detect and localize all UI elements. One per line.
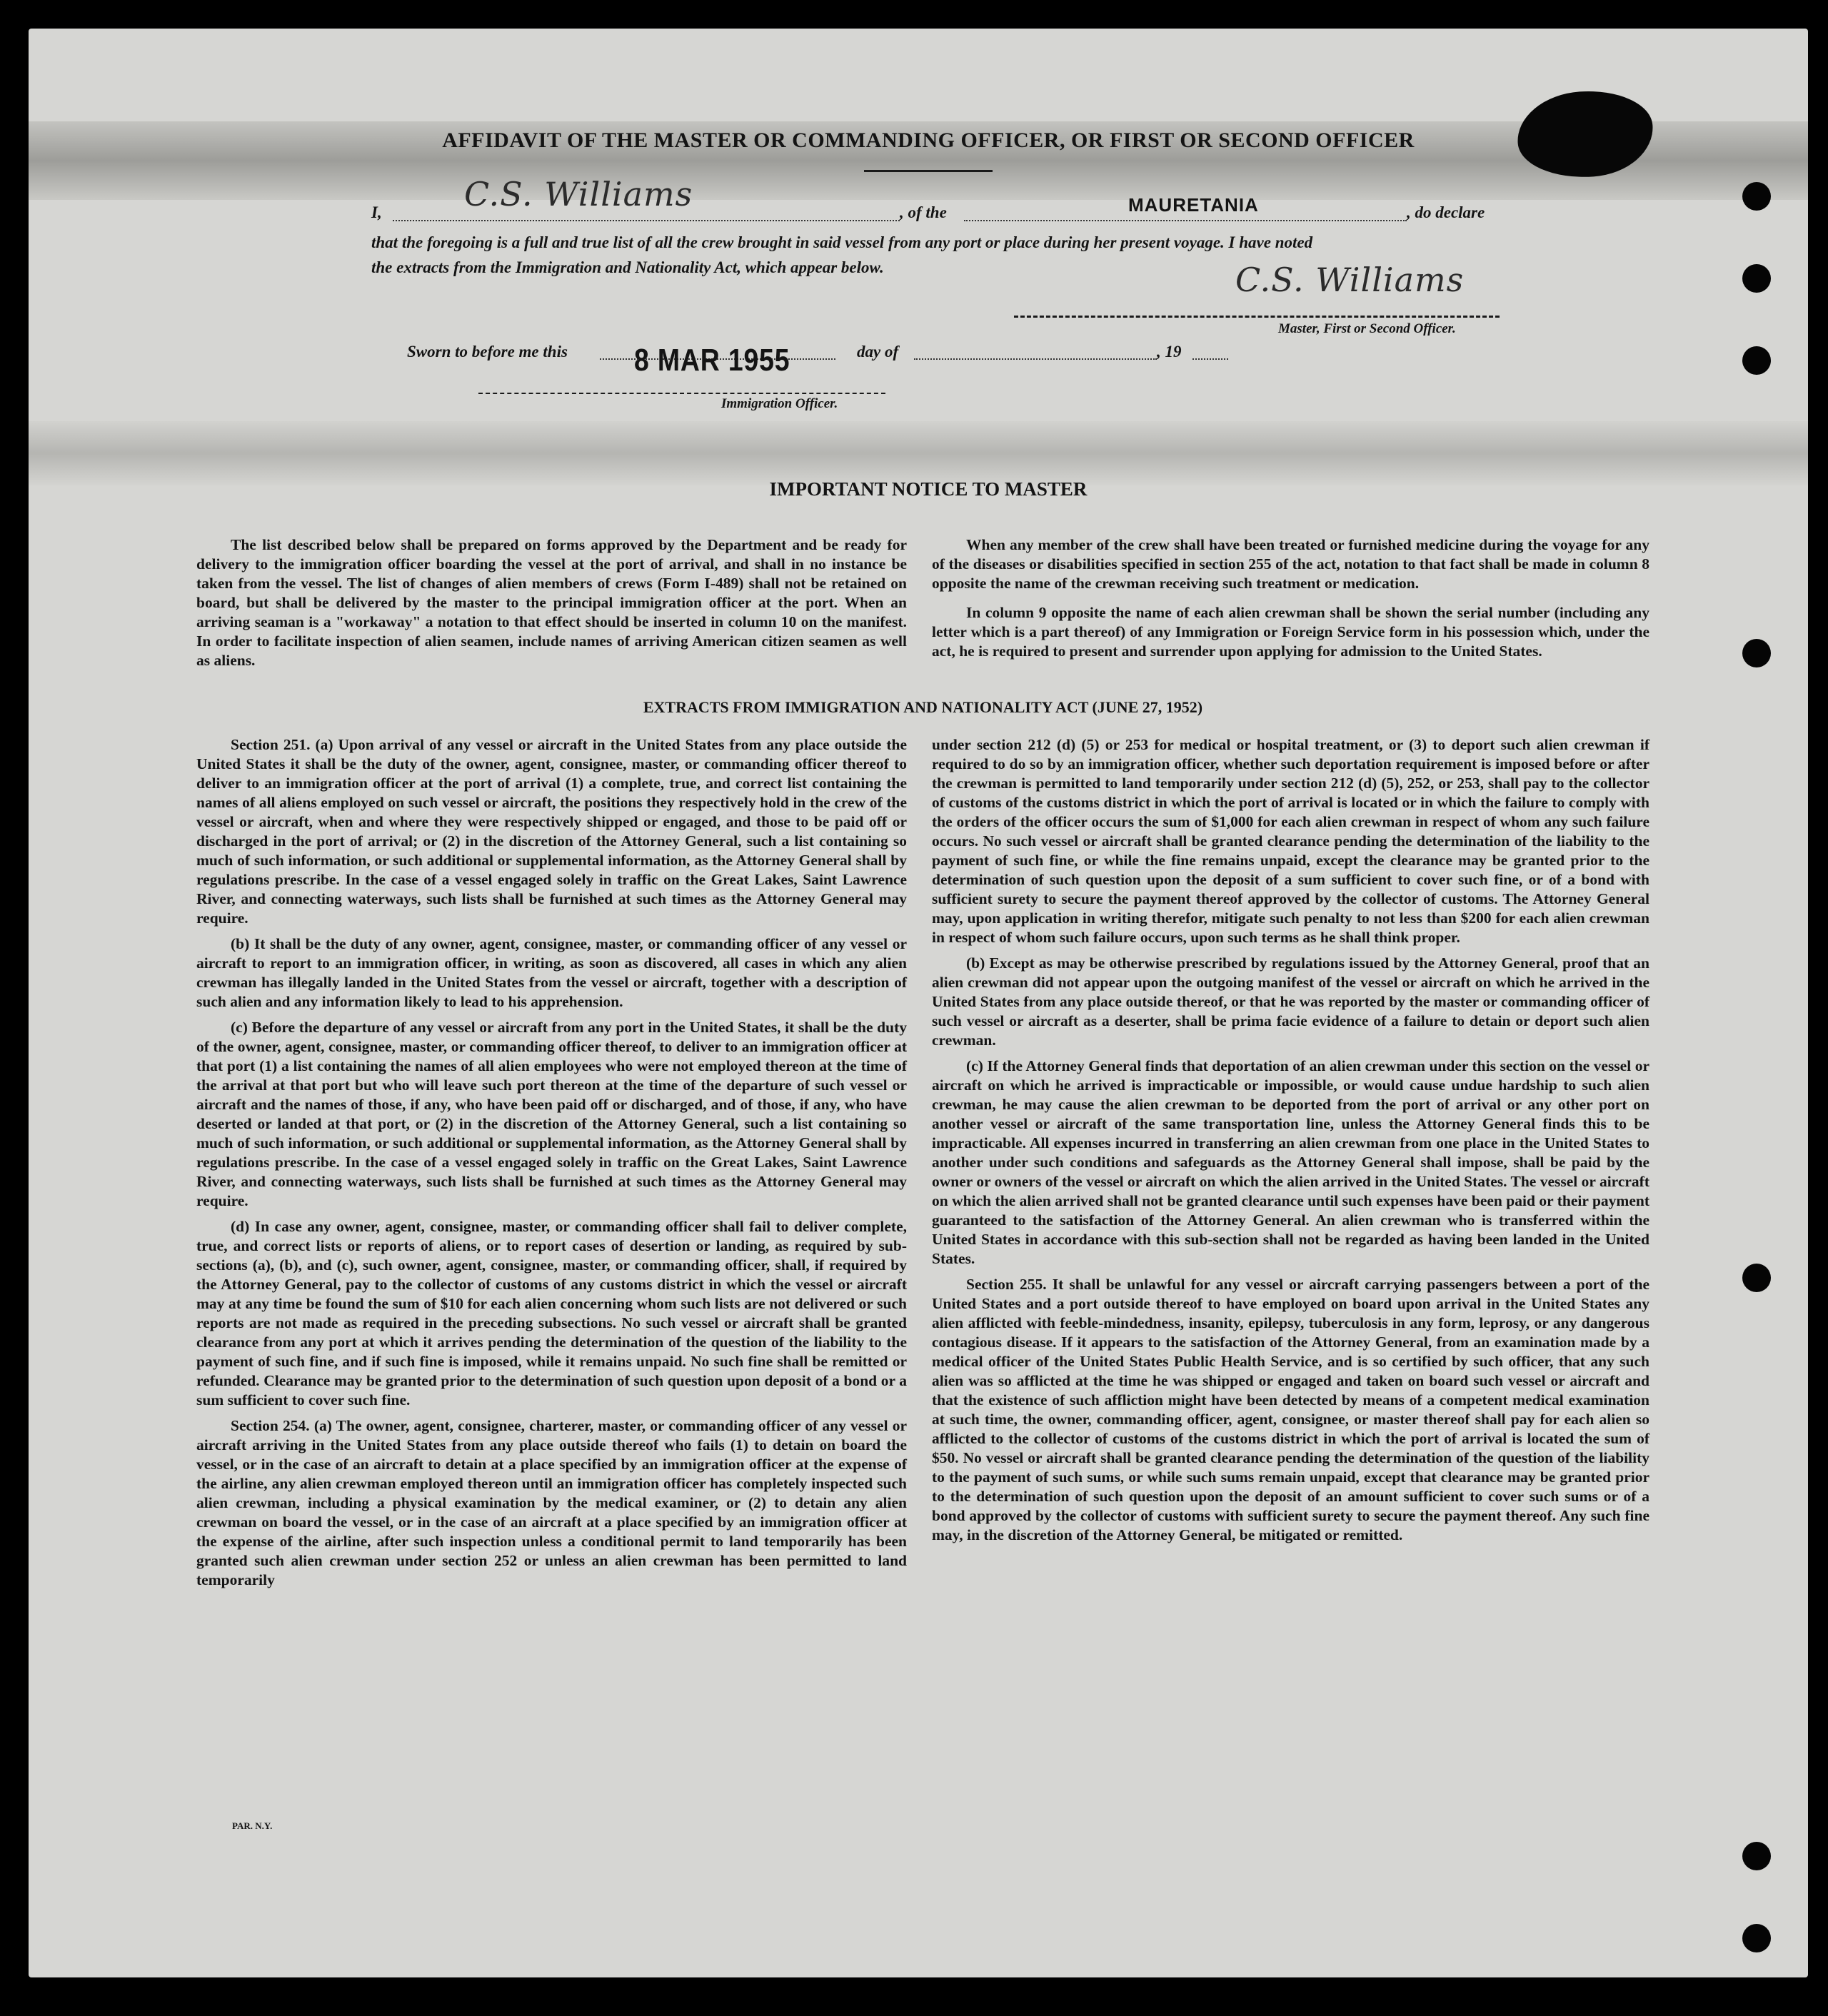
declaration-line-1: that the foregoing is a full and true list of all the crew brought in said vessel from any port or place during her present voyage. I have noted: [371, 233, 1313, 251]
punch-hole: [1742, 1842, 1771, 1870]
scan-band-middle: [29, 421, 1808, 485]
year-line: [1192, 358, 1228, 360]
master-caption: Master, First or Second Officer.: [1278, 321, 1456, 336]
extracts-left-column: [196, 735, 907, 1596]
section-251-b: (b) It shall be the duty of any owner, agent, consignee, master, or commanding officer of any vessel or aircraft to report to an immigration officer, in writing, as soon as discovered, all cases in which any alien crewman has illegally landed in the United States from the vessel or aircraft, together with a description of such alien and any information likely to lead to his apprehension.: [196, 935, 907, 1010]
notice-right-column: [932, 535, 1649, 671]
extracts-right-column: [932, 735, 1649, 1551]
section-251-d: (d) In case any owner, agent, consignee, master, or commanding officer shall fail to deliver complete, true, and correct lists or reports of aliens, or to report cases of desertion or landing, as required by sub-sections (a), (b), and (c), such owner, agent, consignee, master, or commanding officer, shall, if required by the Attorney General, pay to the collector of customs of any customs district in which the vessel or aircraft may at any time be found the sum of $10 for each alien concerning whom such lists are not delivered or such reports are not made as required in the preceding subsections. No such vessel or aircraft shall be granted clearance from any port at which it arrives pending the determination of the question of the liability to the payment of such fine, and if such fine is imposed, while it remains unpaid. No such fine shall be remitted or refunded. Clearance may be granted prior to the determination of such question upon deposit of a bond or a sum sufficient to cover such fine.: [196, 1218, 907, 1408]
title-rule: [864, 170, 993, 172]
punch-hole: [1742, 1264, 1771, 1292]
printer-code: PAR. N.Y.: [232, 1820, 273, 1831]
section-255: Section 255. It shall be unlawful for any vessel or aircraft carrying passengers between a port of the United States and a port outside thereof to have employed on board upon arrival in the United States any alien afflicted with feeble-mindedness, insanity, epilepsy, tuberculosis in any form, leprosy, or any dangerous contagious disease. If it appears to the satisfaction of the Attorney General, from an examination made by a medical officer of the United States Public Health Service, and is so certified by such officer, that any such alien was so afflicted at the time he was shipped or engaged and taken on board such vessel or aircraft and that the existence of such affliction might have been detected by means of a competent medical examination at such time, the owner, commanding officer, agent, consignee, or master thereof shall pay for each alien so afflicted to the collector of customs of the customs district in which the port of arrival is located the sum of $50. No vessel or aircraft shall be granted clearance pending the determination of the question of the liability to the payment of such sums, or while such sums remain unpaid, except that clearance may be granted prior to the determination of such question upon the deposit of an amount sufficient to cover such sums or of a bond approved by the collector of customs with sufficient surety to secure the payment thereof. Any such fine may, in the discretion of the Attorney General, be mitigated or remitted.: [932, 1276, 1649, 1543]
declaration-line-2: the extracts from the Immigration and Nationality Act, which appear below.: [371, 258, 884, 276]
sworn-label: Sworn to before me this: [407, 343, 568, 361]
notice-heading: IMPORTANT NOTICE TO MASTER: [769, 478, 1088, 500]
notice-right-paragraph-1: When any member of the crew shall have been treated or furnished medicine during the voyage for any of the diseases or disabilities specified in section 255 of the act, notation to that fact shall be made in column 8 opposite the name of the crewman receiving such treatment or medication.: [932, 536, 1649, 592]
punch-hole: [1742, 264, 1771, 293]
name-line: [393, 220, 900, 221]
document-page: [29, 29, 1808, 1977]
i-label: I,: [371, 203, 382, 221]
name-signature: C.S. Williams: [464, 175, 693, 213]
punch-hole: [1742, 639, 1771, 667]
extracts-heading: EXTRACTS FROM IMMIGRATION AND NATIONALITY ACT (JUNE 27, 1952): [643, 698, 1203, 716]
section-251-c: (c) Before the departure of any vessel or aircraft from any port in the United States, it shall be the duty of the owner, agent, consignee, master, or commanding officer thereof, to deliver to an immigration officer at that port (1) a list containing the names of all alien employees who were not employed thereon at the time of the arrival at that port but who will leave such port thereon at the time of the departure of such vessel or aircraft and the names of those, if any, who have been paid off or discharged, and of those, if any, who have deserted or landed at that port, or (2) in the discretion of the Attorney General, such a list containing so much of such information, or such additional or supplemental information, as the Attorney General shall by regulations prescribe. In the case of a vessel engaged solely in traffic on the Great Lakes, Saint Lawrence River, and connecting waterways, such lists shall be furnished at such times as the Attorney General may require.: [196, 1019, 907, 1209]
notice-left-paragraph: The list described below shall be prepared on forms approved by the Department and be ready for delivery to the immigration officer boarding the vessel at the port of arrival, and shall in no instance be taken from the vessel. The list of changes of alien members of crews (Form I-489) shall not be retained on board, but shall be delivered by the master to the principal immigration officer at the port. When an arriving seaman is a "workaway" a notation to that effect should be inserted in column 10 on the manifest. In order to facilitate inspection of alien seamen, include names of arriving American citizen seamen as well as aliens.: [196, 536, 907, 669]
date-stamp: 8 MAR 1955: [634, 343, 790, 378]
section-254-b: (b) Except as may be otherwise prescribed by regulations issued by the Attorney General, proof that an alien crewman did not appear upon the outgoing manifest of the vessel or aircraft on which he arrived in the United States from any place outside thereof, or that he was reported by the master or commanding officer of such vessel or aircraft as a deserter, shall be prima facie evidence of a failure to detain or deport such alien crewman.: [932, 954, 1649, 1049]
vessel-name: MAURETANIA: [1128, 194, 1259, 216]
section-254-a-continued: under section 212 (d) (5) or 253 for medical or hospital treatment, or (3) to deport such alien crewman if required to do so by an immigration officer, whether such deportation requirement is imposed before or after the crewman is permitted to land temporarily under section 212 (d) (5), 252, or 253, shall pay to the collector of customs of the customs district in which the port of arrival is located or in which the failure to comply with the orders of the officer occurs the sum of $1,000 for each alien crewman in respect of whom any such failure occurs. No such vessel or aircraft shall be granted clearance pending the determination of the liability to the payment of such fine, or while the fine remains unpaid, except the clearance may be granted prior to the determination of such question upon the deposit of a sum sufficient to cover such fine, or of a bond with sufficient surety to secure the payment thereof approved by the collector of customs. The Attorney General may, upon application in writing therefor, mitigate such penalty to not less than $200 for each alien crewman in respect of whom such failure occurs, upon such terms as he shall think proper.: [932, 736, 1649, 946]
master-signature-line: [1014, 316, 1500, 318]
day-of-label: day of: [857, 343, 899, 361]
notice-right-paragraph-2: In column 9 opposite the name of each alien crewman shall be shown the serial number (including any letter which is a part thereof) of any Immigration or Foreign Service form in his possession which, under the act, he is required to present and surrender upon applying for admission to the United States.: [932, 604, 1649, 660]
do-declare-label: , do declare: [1407, 203, 1485, 221]
officer-caption: Immigration Officer.: [721, 396, 838, 411]
year-label: , 19: [1157, 343, 1182, 361]
section-254-c: (c) If the Attorney General finds that deportation of an alien crewman under this section on the vessel or aircraft on which he arrived is impracticable or impossible, or would cause undue hardship to such alien crewman, he may cause the alien crewman to be deported from the port of arrival or any other port on another vessel or aircraft of the same transportation line, unless the Attorney General finds this to be impracticable. All expenses incurred in transferring an alien crewman from one place in the United States to another under such conditions and safeguards as the Attorney General shall impose, shall be paid by the owner or owners of the vessel or aircraft on which the alien arrived in the United States. The vessel or aircraft on which the alien arrived shall not be granted clearance until such expenses have been paid or their payment guaranteed to the satisfaction of the Attorney General. An alien crewman who is transferred within the United States in accordance with this sub-section shall not be regarded as having been landed in the United States.: [932, 1057, 1649, 1267]
vessel-line: [964, 220, 1407, 221]
notice-left-column: [196, 535, 907, 680]
punch-hole: [1742, 1924, 1771, 1952]
section-254-a: Section 254. (a) The owner, agent, consignee, charterer, master, or commanding officer of any vessel or aircraft arriving in the United States from any place outside thereof who fails (1) to detain on board the vessel, or in the case of an aircraft to detain at a place specified by an immigration officer at the expense of the airline, any alien crewman employed thereon until an immigration officer has completely inspected such alien crewman, including a physical examination by the medical examiner, or (2) to detain any alien crewman on board the vessel, or in the case of an aircraft at a place specified by an immigration officer at the expense of the airline, after such inspection unless a conditional permit to land temporarily has been granted such alien crewman under section 252 or unless an alien crewman has been permitted to land temporarily: [196, 1417, 907, 1588]
officer-signature-line: [478, 393, 885, 394]
master-signature: C.S. Williams: [1235, 261, 1465, 299]
punch-hole: [1742, 346, 1771, 375]
month-line: [914, 358, 1157, 360]
affidavit-title: AFFIDAVIT OF THE MASTER OR COMMANDING OFFICER, OR FIRST OR SECOND OFFICER: [442, 128, 1415, 152]
of-the-label: , of the: [900, 203, 947, 221]
section-251-a: Section 251. (a) Upon arrival of any vessel or aircraft in the United States from any place outside the United States it shall be the duty of the owner, agent, consignee, master, or commanding officer thereof to deliver to an immigration officer at the port of arrival (1) a complete, true, and correct list containing the names of all aliens employed on such vessel or aircraft, the positions they respectively hold in the crew of the vessel or aircraft, when and where they were respectively shipped or engaged, and those to be paid off or discharged in the port of arrival; or (2) in the discretion of the Attorney General, such a list containing so much of such information, or such additional or supplemental information, as the Attorney General shall by regulations prescribe. In the case of a vessel engaged solely in traffic on the Great Lakes, Saint Lawrence River, and connecting waterways, such lists shall be furnished at such times as the Attorney General may require.: [196, 736, 907, 927]
punch-hole: [1742, 182, 1771, 211]
